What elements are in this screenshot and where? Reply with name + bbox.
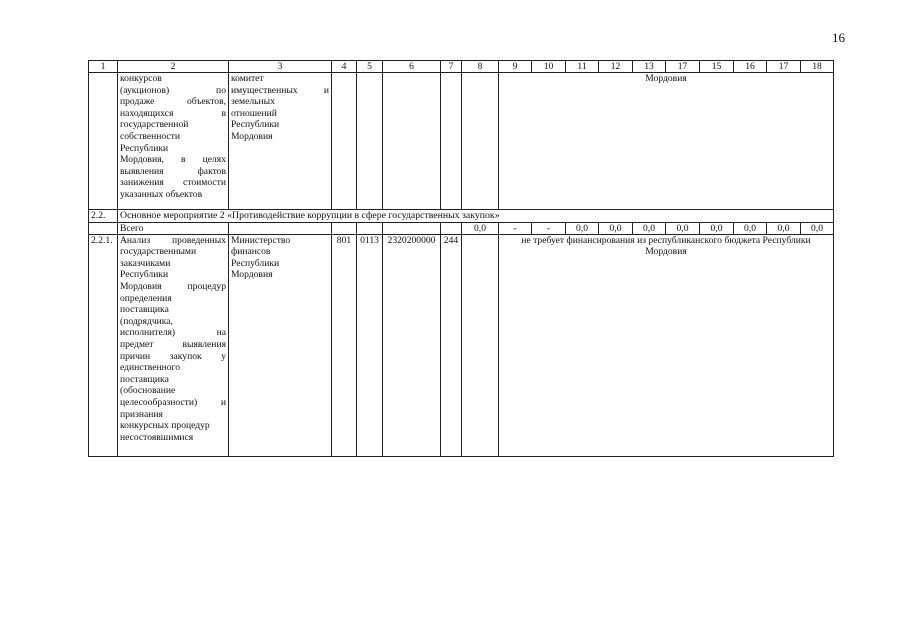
cell-text-line: Мордовия (231, 269, 273, 281)
cell-text-line: Мордовия (231, 130, 273, 142)
cell-text-line: (аукционов) по (120, 84, 226, 96)
cell-text-line: Республики (120, 142, 169, 154)
executor-cell (229, 73, 332, 210)
cell-text-line: Министерство (231, 234, 291, 246)
cell-text-line: конкурсов (120, 73, 162, 84)
cell-text-line: поставщика (120, 373, 169, 385)
page-number: 16 (832, 30, 845, 45)
measure-row (89, 210, 834, 223)
cell-text-line: финансов (231, 246, 271, 258)
kbk-cell (441, 73, 462, 210)
total-value: 0,0 (633, 222, 666, 234)
row-number-cell: 2.2. (89, 210, 118, 223)
cell-text-line: целесообразности) и (120, 396, 226, 408)
header-cell: 3 (229, 61, 332, 73)
cell-text-line: продаже объектов, (120, 96, 226, 108)
executor-cell (229, 234, 332, 456)
section-code-cell: 0113 (357, 234, 383, 456)
header-cell: 16 (734, 61, 767, 73)
funding-note (499, 234, 834, 456)
cell-text-line: (подрядчика, (120, 315, 173, 327)
cell-text-line: исполнителя) на (120, 327, 226, 339)
cell-text-line: Мордовия процедур (120, 280, 226, 292)
cell-text-line: имущественных и (231, 84, 329, 96)
header-cell: 8 (462, 61, 499, 73)
cell-text-line: признания (120, 408, 163, 420)
empty-cell (383, 222, 441, 234)
header-cell: 9 (499, 61, 532, 73)
total-row (89, 222, 834, 234)
header-cell: 5 (357, 61, 383, 73)
row-number-cell: 2.2.1. (89, 234, 118, 456)
header-cell: 13 (633, 61, 666, 73)
cell-text-line: государственной (120, 119, 189, 131)
empty-cell (357, 222, 383, 234)
expense-type-cell: 244 (441, 234, 462, 456)
cell-text-line: (обоснование (120, 385, 176, 397)
cell-text-line: указанных объектов (120, 188, 203, 200)
ministry-code-cell: 801 (332, 234, 357, 456)
funding-note-line: Мордовия (645, 246, 687, 258)
kbk-cell (383, 73, 441, 210)
total-value: 0,0 (666, 222, 700, 234)
total-label: Всего (118, 222, 229, 234)
total-value: 0,0 (700, 222, 734, 234)
row-number-cell (89, 73, 118, 210)
header-cell: 11 (566, 61, 599, 73)
cell-text-line: поставщика (120, 304, 169, 316)
total-value: - (499, 222, 532, 234)
description-cell (118, 234, 229, 456)
cell-text-line: занижения стоимости (120, 177, 226, 189)
cell-text-line: Республики (231, 257, 280, 269)
cell-text-line: Республики (231, 119, 280, 131)
table-row (89, 234, 834, 456)
source-cell (462, 234, 499, 456)
table-row (89, 73, 834, 210)
row-number-cell (89, 222, 118, 234)
header-cell: 18 (801, 61, 834, 73)
kbk-cell (357, 73, 383, 210)
target-article-cell: 2320200000 (383, 234, 441, 456)
cell-text-line: отношений (231, 107, 277, 119)
header-cell: 15 (700, 61, 734, 73)
cell-text-line: государственными (120, 246, 197, 258)
empty-cell (332, 222, 357, 234)
total-value: 0,0 (599, 222, 633, 234)
description-cell (118, 73, 229, 210)
cell-text-line: несостоявшимися (120, 431, 194, 443)
total-value: 0,0 (462, 222, 499, 234)
total-value: 0,0 (767, 222, 801, 234)
funding-note-line: не требует финансирования из республиканского бюджета Республики (521, 234, 811, 246)
header-cell: 6 (383, 61, 441, 73)
cell-text-line: земельных (231, 96, 275, 108)
cell-text-line: Мордовия, в целях (120, 154, 226, 166)
header-cell: 1 (89, 61, 118, 73)
header-cell: 10 (532, 61, 566, 73)
cell-text-line: находящихся в (120, 107, 226, 119)
header-cell: 17 (666, 61, 700, 73)
header-cell: 2 (118, 61, 229, 73)
total-value: 0,0 (566, 222, 599, 234)
kbk-cell (332, 73, 357, 210)
cell-text-line: комитет (231, 73, 264, 84)
empty-cell (229, 222, 332, 234)
cell-text-line: причин закупок у (120, 350, 226, 362)
cell-text-line: Анализ проведенных (120, 234, 226, 246)
cell-text-line: предмет выявления (120, 338, 226, 350)
program-table (88, 60, 834, 457)
header-cell: 4 (332, 61, 357, 73)
header-row (89, 61, 834, 73)
cell-text-line: единственного (120, 362, 181, 374)
cell-text-line: собственности (120, 130, 181, 142)
measure-title: Основное мероприятие 2 «Противодействие коррупции в сфере государственных закупок» (118, 210, 834, 223)
cell-text-line: конкурсных процедур (120, 420, 210, 432)
cell-text-line: выявления фактов (120, 165, 226, 177)
total-value: - (532, 222, 566, 234)
total-value: 0,0 (801, 222, 834, 234)
cell-text-line: заказчиками (120, 257, 171, 269)
header-cell: 7 (441, 61, 462, 73)
header-cell: 12 (599, 61, 633, 73)
total-value: 0,0 (734, 222, 767, 234)
cell-text-line: Республики (120, 269, 169, 281)
cell-text-line: определения (120, 292, 172, 304)
empty-cell (441, 222, 462, 234)
funding-note: Мордовия (499, 73, 834, 210)
header-cell: 17 (767, 61, 801, 73)
source-cell (462, 73, 499, 210)
